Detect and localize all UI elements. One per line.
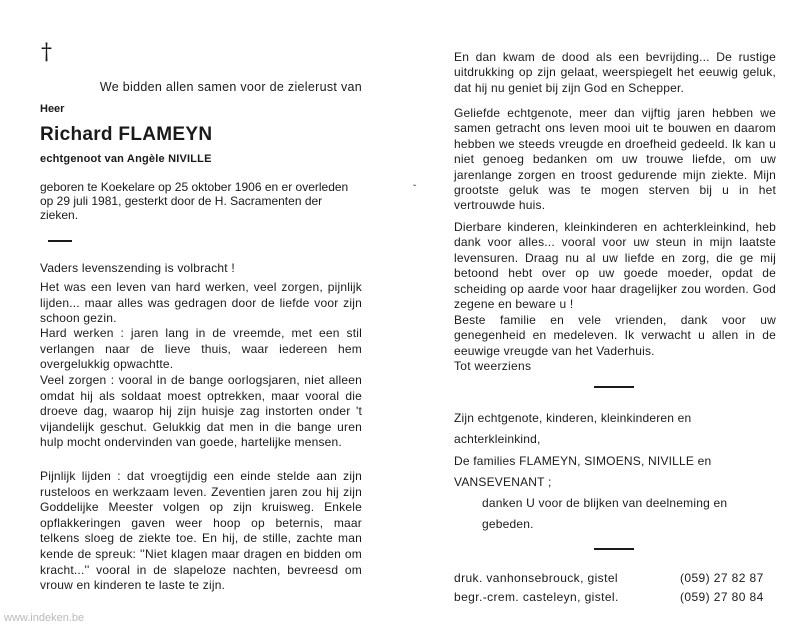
spouse-line: echtgenoot van Angèle NIVILLE [40,153,212,165]
printer-label: druk. vanhonsebrouck, gistel [454,571,618,585]
undertaker-label: begr.-crem. casteleyn, gistel. [454,590,619,604]
birth-death-text: geboren te Koekelare op 25 oktober 1906 en er overleden op 29 juli 1981, gesterkt door de H. Sacramenten der zieken. [40,180,349,222]
thanks-text: danken U voor de blijken van deelneming en gebeden. [482,496,728,531]
paragraph-death: En dan kwam de dood als een bevrijding... De rustige uitdrukking op zijn gelaat, weerspiegelt het eeuwig geluk, dat hij nu geniet bij zijn God en Schepper. [454,50,776,95]
divider [48,240,72,242]
watermark: www.indeken.be [4,612,85,624]
paragraph-hard-work: Hard werken : jaren lang in de vreemde, met een stil verlangen naar de lieve thuis, waar iedereen hem overgelukkig opwachtte. [40,326,362,372]
paragraph-worries: Veel zorgen : vooral in de bange oorlogsjaren, niet alleen omdat hij als soldaat moest optrekken, maar vooral die droeve dag, waarop hij zijn huisje zag instorten onder 't vijandelijk geschut. Gelukkig dat men in die bange uren hulp mocht ondervinden van goede, hartelijke mensen. [40,373,362,450]
deceased-name: Richard FLAMEYN [40,124,213,145]
paragraph-spouse: Geliefde echtgenote, meer dan vijftig jaren hebben we samen getracht ons leven mooi uit te bouwen en daarom hebben we steeds vreugde en droefheid gedeeld. Ik kan u niet genoeg bedanken om uw trouwe liefde, om uw jarenlange zorgen en troost gedurende mijn ziekte. Mijn grootste geluk was te mogen sterven bij u in het vertrouwde huis. [454,106,776,213]
printer-phone: (059) 27 82 87 [680,571,764,585]
family-line-1: Zijn echtgenote, kinderen, kleinkinderen en achterkleinkind, [454,411,692,446]
paragraph-family-friends: Beste familie en vele vrienden, dank voor uw genegenheid en medeleven. Ik verwacht u allen in de eeuwige vreugde van het Vaderhuis. [454,313,776,358]
undertaker-phone: (059) 27 80 84 [680,590,764,604]
intro-text: We bidden allen samen voor de zielerust van [99,80,362,94]
title-heer: Heer [40,103,65,115]
divider [594,386,634,388]
paragraph-mission: Vaders levenszending is volbracht ! [40,261,235,275]
paragraph-life: Het was een leven van hard werken, veel zorgen, pijnlijk lijden... maar alles was gedragen door de liefde voor zijn schoon gezin. [40,280,362,326]
farewell-text: Tot weerziens [454,359,532,373]
divider [594,548,634,550]
family-line-2: De families FLAMEYN, SIMOENS, NIVILLE en VANSEVENANT ; [454,454,712,489]
speck-mark: ˇ [413,184,417,195]
cross-icon: † [41,40,52,65]
paragraph-suffering: Pijnlijk lijden : dat vroegtijdig een einde stelde aan zijn rusteloos en werkzaam leven. Zeventien jaren zou hij zijn Goddelijke Meester volgen op zijn kruisweg. Enkele opflakkeringen gaven weer hoop op beternis, maar telkens sloeg de ziekte toe. En hij, de stille, zachte man kende de spreuk: ''Niet klagen maar dragen en bidden om kracht...'' vooral in de slapeloze nachten, bevreesd om vrouw en kinderen te laste te zijn. [40,469,362,593]
paragraph-children: Dierbare kinderen, kleinkinderen en achterkleinkind, heb dank voor alles... vooral voor uw steun in mijn laatste levensuren. Draag nu al uw liefde en zorg, die ge mij betoond hebt over op uw goede moeder, opdat de scheiding op aarde voor haar dragelijker zou worden. God zegene en beware u ! [454,220,776,312]
